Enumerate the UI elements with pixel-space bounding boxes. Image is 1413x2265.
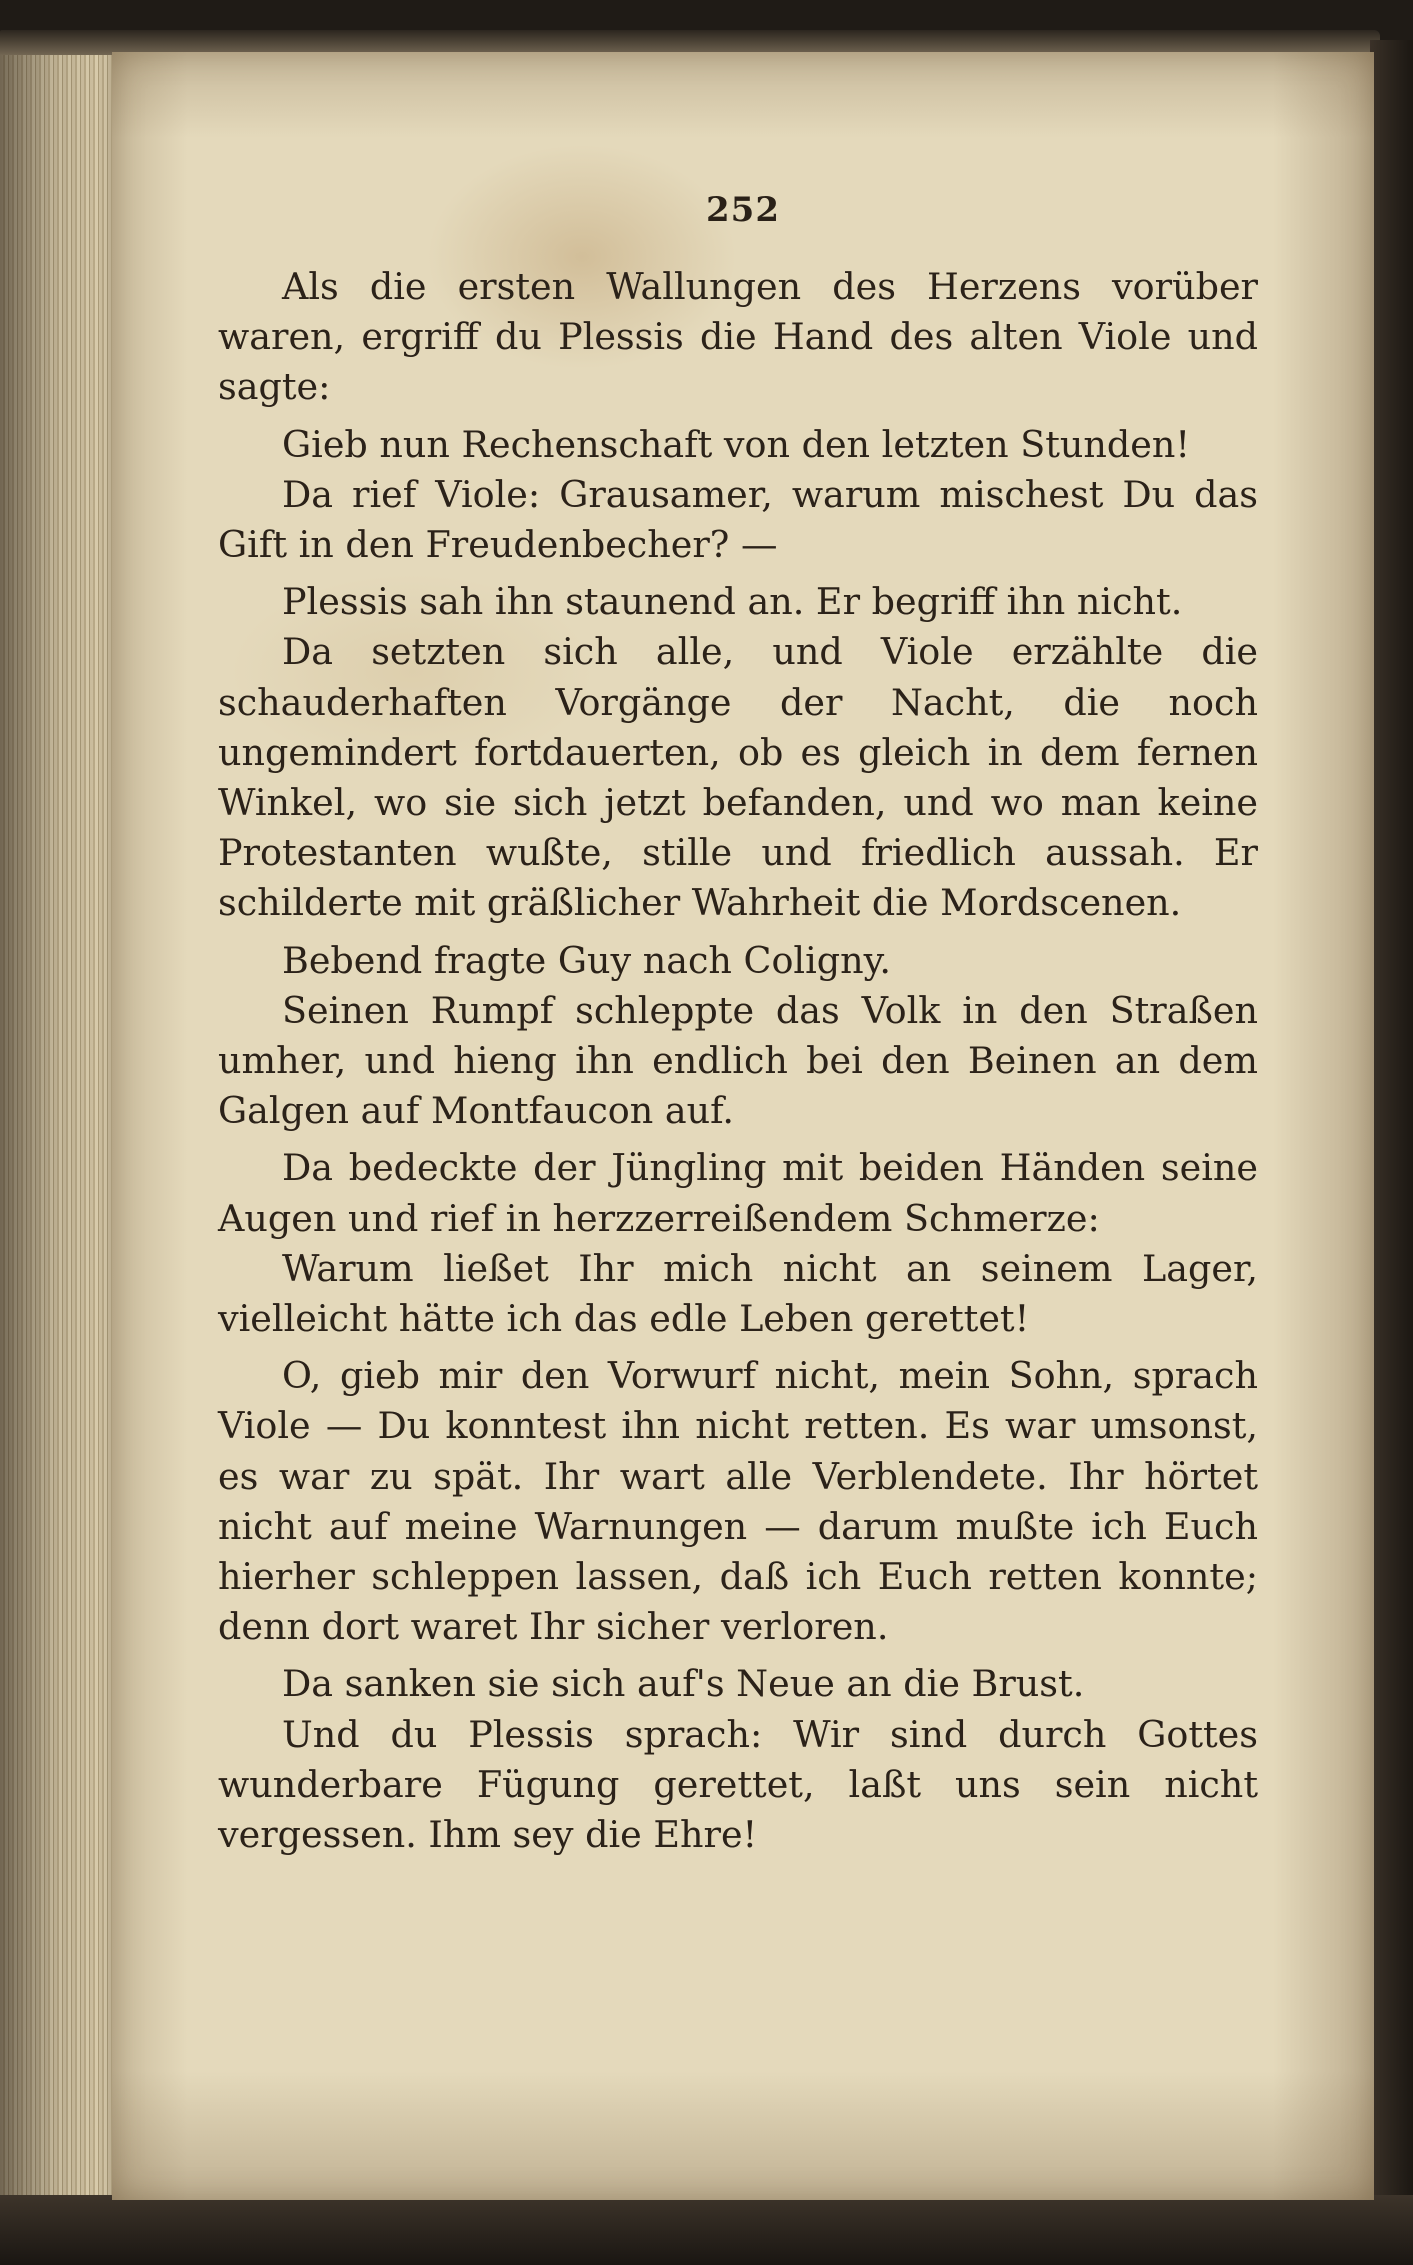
page-text (218, 262, 1258, 1860)
paragraph: Plessis sah ihn staunend an. Er begriff ihn nicht. (282, 580, 1183, 624)
paragraph: Seinen Rumpf schleppte das Volk in den Straßen umher, und hieng ihn endlich bei den Beinen an dem Galgen auf Montfaucon auf. (218, 988, 1258, 1133)
book-bottom-edge (0, 2195, 1413, 2265)
paragraph: Als die ersten Wallungen des Herzens vorüber waren, ergriff du Plessis die Hand des alten Viole und sagte: (218, 265, 1258, 409)
paragraph: Da sanken sie sich auf's Neue an die Brust. (282, 1662, 1085, 1706)
page-number: 252 (706, 190, 780, 230)
paragraph: Da setzten sich alle, und Viole erzählte die schauderhaften Vorgänge der Nacht, die noch ungemindert fortdauerten, ob es gleich in dem fernen Winkel, wo sie sich jetzt befanden, und wo man keine Protestanten wußte, stille und friedlich aussah. Er schilderte mit gräßlicher Wahrheit die Mordscenen. (218, 630, 1258, 925)
book-right-edge (1370, 40, 1413, 2265)
paragraph: Gieb nun Rechenschaft von den letzten Stunden! (282, 422, 1191, 466)
paragraph: Warum ließet Ihr mich nicht an seinem Lager, vielleicht hätte ich das edle Leben gerettet! (218, 1246, 1258, 1341)
paragraph: Und du Plessis sprach: Wir sind durch Gottes wunderbare Fügung gerettet, laßt uns sein nicht vergessen. Ihm sey die Ehre! (218, 1712, 1258, 1857)
paragraph: Bebend fragte Guy nach Coligny. (282, 938, 892, 982)
paragraph: Da rief Viole: Grausamer, warum mischest Du das Gift in den Freudenbecher? — (218, 472, 1258, 567)
paragraph: Da bedeckte der Jüngling mit beiden Händen seine Augen und rief in herzzerreißendem Schmerze: (218, 1146, 1258, 1240)
paragraph: O, gieb mir den Vorwurf nicht, mein Sohn, sprach Viole — Du konntest ihn nicht retten. Es war umsonst, es war zu spät. Ihr wart alle Verblendete. Ihr hörtet nicht auf meine Warnungen — darum mußte ich Euch hierher schleppen lassen, daß ich Euch retten konnte; denn dort waret Ihr sicher verloren. (218, 1354, 1258, 1649)
